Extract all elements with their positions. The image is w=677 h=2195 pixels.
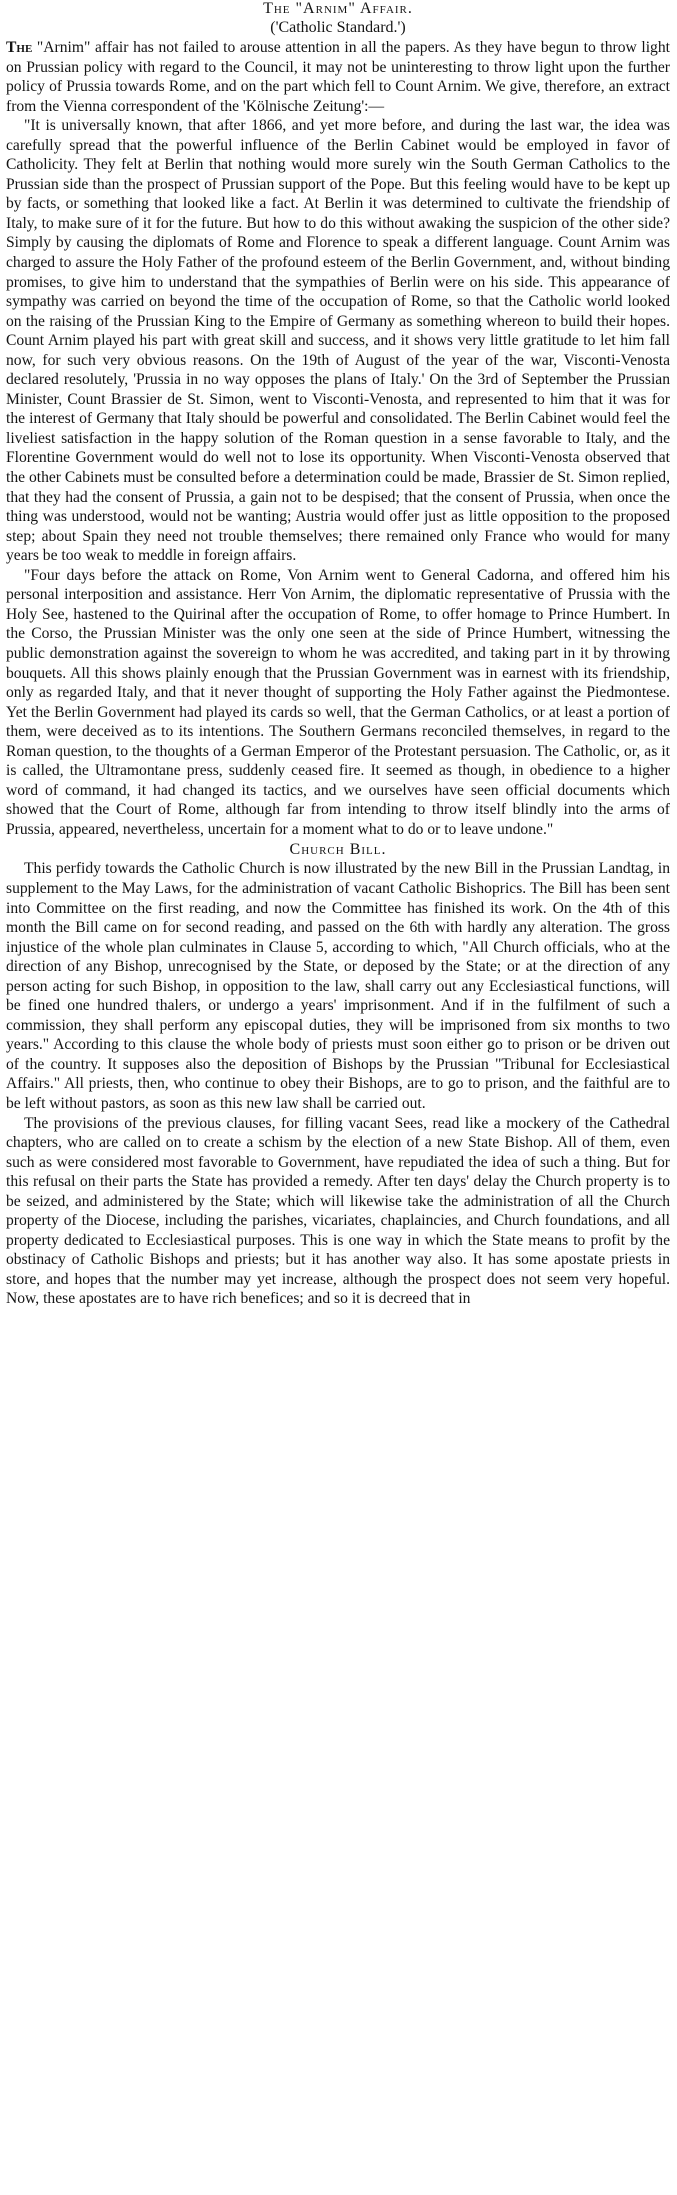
arnim-affair-article [6,0,670,839]
newspaper-page [6,0,670,2195]
article-intro-paragraph [6,38,670,116]
intro-lead-word: The [6,39,33,56]
quote-paragraph-1: "It is universally known, that after 1866, and yet more before, and during the last war, the idea was carefully spread that the powerful influence of the Berlin Cabinet would be employed in favor of Catholicity. They felt at Berlin that nothing would more surely win the South German Catholics to the Prussian side than the prospect of Prussian support of the Pope. But this feeling would have to be kept up by facts, or something that looked like a fact. At Berlin it was determined to cultivate the friendship of Italy, to make sure of it for the future. But how to do this without awaking the suspicion of the other side? Simply by causing the diplomats of Rome and Florence to speak a different language. Count Arnim was charged to assure the Holy Father of the profound esteem of the Berlin Government, and, without binding promises, to give him to understand that the sympathies of Berlin were on his side. This appearance of sympathy was carried on beyond the time of the occupation of Rome, so that the Catholic world looked on the raising of the Prussian King to the Empire of Germany as something whereon to build their hopes. Count Arnim played his part with great skill and success, and it shows very little gratitude to let him fall now, for such very obvious reasons. On the 19th of August of the year of the war, Visconti-Venosta declared resolutely, 'Prussia in no way opposes the plans of Italy.' On the 3rd of September the Prussian Minister, Count Brassier de St. Simon, went to Visconti-Venosta, and represented to him that it was for the interest of Germany that Italy should be powerful and consolidated. The Berlin Cabinet would feel the liveliest satisfaction in the happy solution of the Roman question in a sense favorable to Italy, and the Florentine Government would do well not to lose its opportunity. When Visconti-Venosta observed that the other Cabinets must be consulted before a determination could be made, Brassier de St. Simon replied, that they had the consent of Prussia, a gain not to be despised; that the consent of Prussia, when once the thing was understood, would not be wanting; Austria would offer just as little opposition to the proposed step; about Spain they need not trouble themselves; there remained only France who would for many years be too weak to meddle in foreign affairs. [6,117,670,565]
church-bill-paragraph-2: The provisions of the previous clauses, for filling vacant Sees, read like a mockery of the Cathedral chapters, who are called on to create a schism by the election of a new State Bishop. All of them, even such as were considered most favorable to Government, have repudiated the idea of such a thing. But for this refusal on their parts the State has provided a remedy. After ten days' delay the Church property is to be seized, and administered by the State; which will likewise take the administration of all the Church property of the Diocese, including the parishes, vicariates, chaplaincies, and Church foundations, and all property dedicated to Ecclesiastical purposes. This is one way in which the State means to profit by the obstinacy of Catholic Bishops and priests; but it has another way also. It has some apostate priests in store, and hopes that the number may yet increase, although the prospect does not seem very hopeful. Now, these apostates are to have rich benefices; and so it is decreed that in [6,1114,670,1308]
article-source: ('Catholic Standard.') [270,19,406,36]
church-bill-paragraph-1: This perfidy towards the Catholic Church is now illustrated by the new Bill in the Prussian Landtag, in supplement to the May Laws, for the administration of vacant Catholic Bishoprics. The Bill has been sent into Committee on the first reading, and now the Committee has finished its work. On the 4th of this month the Bill came on for second reading, and passed on the 6th with hardly any alteration. The gross injustice of the whole plan culminates in Clause 5, according to which, "All Church officials, who at the direction of any Bishop, unrecognised by the State, or deposed by the State; or at the direction of any person acting for such Bishop, in opposition to the law, shall carry out any Ecclesiastical functions, will be fined one hundred thalers, or undergo a years' imprisonment. And if in the fulfilment of such a commission, they shall perform any episcopal duties, they will be imprisoned from six months to two years." According to this clause the whole body of priests must soon either go to prison or be driven out of the country. It supposes also the deposition of Bishops by the Prussian "Tribunal for Ecclesiastical Affairs." All priests, then, who continue to obey their Bishops, are to go to prison, and the faithful are to be left without pastors, as soon as this new law shall be carried out. [6,860,670,1112]
intro-text: "Arnim" affair has not failed to arouse attention in all the papers. As they have begun to throw light on Prussian policy with regard to the Council, it may not be uninteresting to throw light upon the further policy of Prussia towards Rome, and on the part which fell to Count Arnim. We give, therefore, an extract from the Vienna correspondent of the 'Kölnische Zeitung':— [6,39,670,115]
church-bill-article [6,840,670,1309]
article-title: The "Arnim" Affair. [263,0,413,17]
church-bill-title: Church Bill. [289,841,387,859]
quote-paragraph-2: "Four days before the attack on Rome, Von Arnim went to General Cadorna, and offered him his personal interposition and assistance. Herr Von Arnim, the diplomatic representative of Prussia with the Holy See, hastened to the Quirinal after the occupation of Rome, to offer homage to Prince Humbert. In the Corso, the Prussian Minister was the only one seen at the side of Prince Humbert, witnessing the public demonstration against the sovereign to whom he was accredited, and taking part in it by throwing bouquets. All this shows plainly enough that the Prussian Government was in earnest with its friendship, only as regarded Italy, and that it never thought of supporting the Holy Father against the Piedmontese. Yet the Berlin Government had played its cards so well, that the German Catholics, or at least a portion of them, were deceived as to its intentions. The Southern Germans reconciled themselves, in regard to the Roman question, to the thoughts of a German Emperor of the Protestant persuasion. The Catholic, or, as it is called, the Ultramontane press, suddenly ceased fire. It seemed as though, in obedience to a higher word of command, it had changed its tactics, and we ourselves have seen official documents which showed that the Court of Rome, although far from intending to throw itself blindly into the arms of Prussia, appeared, nevertheless, uncertain for a moment what to do or to leave undone." [6,566,670,838]
